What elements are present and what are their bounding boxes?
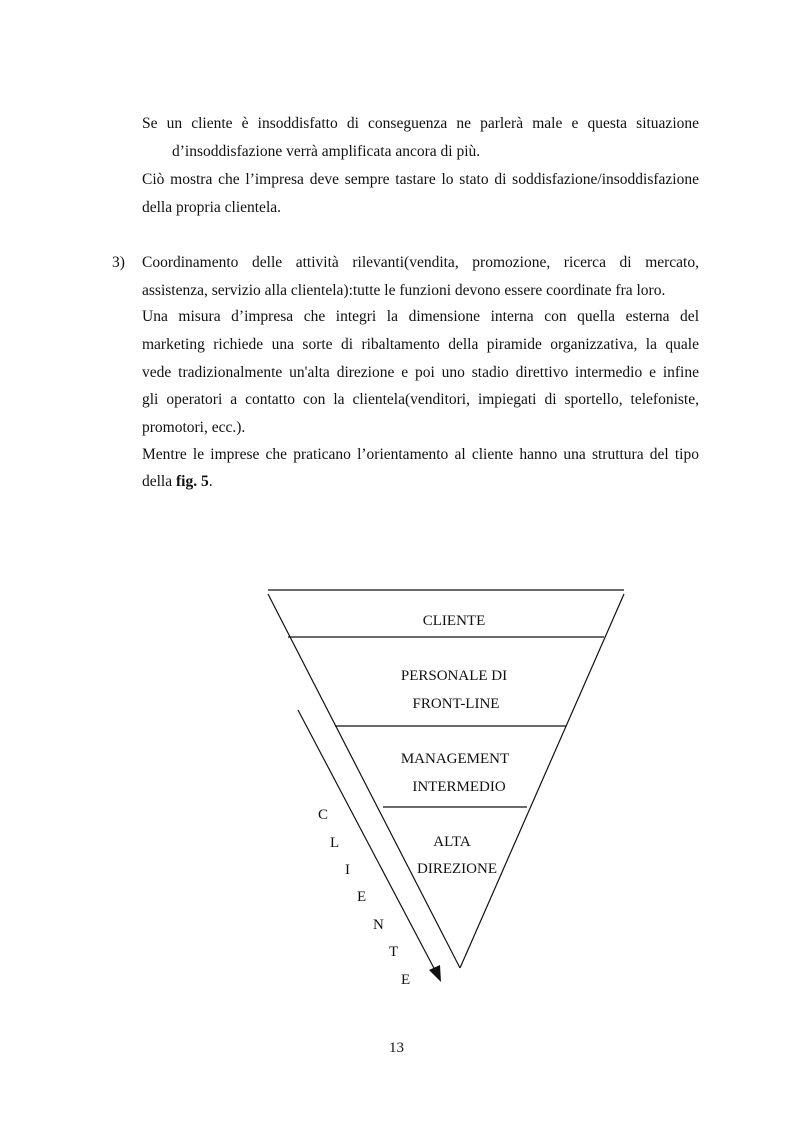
paragraph-1-line-4: della propria clientela. xyxy=(142,199,282,216)
arrow-letter: N xyxy=(373,917,384,933)
arrow-letter: E xyxy=(357,889,367,905)
paragraph-1-line-1: Se un cliente è insoddisfatto di conseguenza ne parlerà male e questa situazione xyxy=(142,115,699,132)
item-3-line-2: assistenza, servizio alla clientela):tutte le funzioni devono essere coordinate fra loro. xyxy=(142,282,666,299)
arrow-letter: T xyxy=(389,944,399,960)
item-3-line-1: Coordinamento delle attività rilevanti(vendita, promozione, ricerca di mercato, xyxy=(142,254,699,271)
fig-ref-suffix: . xyxy=(208,473,213,490)
list-number: 3) xyxy=(112,254,125,271)
level-alta-line-2: DIREZIONE xyxy=(417,861,497,877)
arrow-letter: C xyxy=(318,807,329,823)
item-3-line-8: Mentre le imprese che praticano l’orientamento al cliente hanno una struttura del tipo xyxy=(142,446,699,463)
item-3-line-5: vede tradizionalmente un'alta direzione e poi uno stadio direttivo intermedio e infine xyxy=(142,364,699,381)
level-cliente: CLIENTE xyxy=(422,613,486,629)
item-3-line-4: marketing richiede una sorte di ribaltamento della piramide organizzativa, la quale xyxy=(142,336,699,353)
item-3-line-7: promotori, ecc.). xyxy=(142,419,246,436)
arrow-letter: E xyxy=(401,972,411,988)
paragraph-1-line-2: d’insoddisfazione verrà amplificata ancora di più. xyxy=(172,143,481,160)
arrow-shaft xyxy=(298,710,436,972)
paragraph-1-line-3: Ciò mostra che l’impresa deve sempre tastare lo stato di soddisfazione/insoddisfazione xyxy=(142,171,699,188)
item-3-line-3: Una misura d’impresa che integri la dimensione interna con quella esterna del xyxy=(142,308,699,325)
fig-ref-prefix: della xyxy=(142,473,176,490)
item-3-line-6: gli operatori a contatto con la clientela(venditori, impiegati di sportello, telefoniste, xyxy=(142,391,699,408)
level-personale-line-2: FRONT-LINE xyxy=(412,696,500,712)
fig-ref: fig. 5 xyxy=(176,473,209,490)
arrow-letter: L xyxy=(330,835,340,851)
level-management-line-2: INTERMEDIO xyxy=(412,779,506,795)
level-alta-line-1: ALTA xyxy=(433,834,471,850)
arrow-letter: I xyxy=(345,862,350,878)
level-management-line-1: MANAGEMENT xyxy=(400,751,510,767)
arrow-head xyxy=(429,965,441,982)
level-personale-line-1: PERSONALE DI xyxy=(400,668,508,684)
page-number: 13 xyxy=(389,1040,404,1056)
